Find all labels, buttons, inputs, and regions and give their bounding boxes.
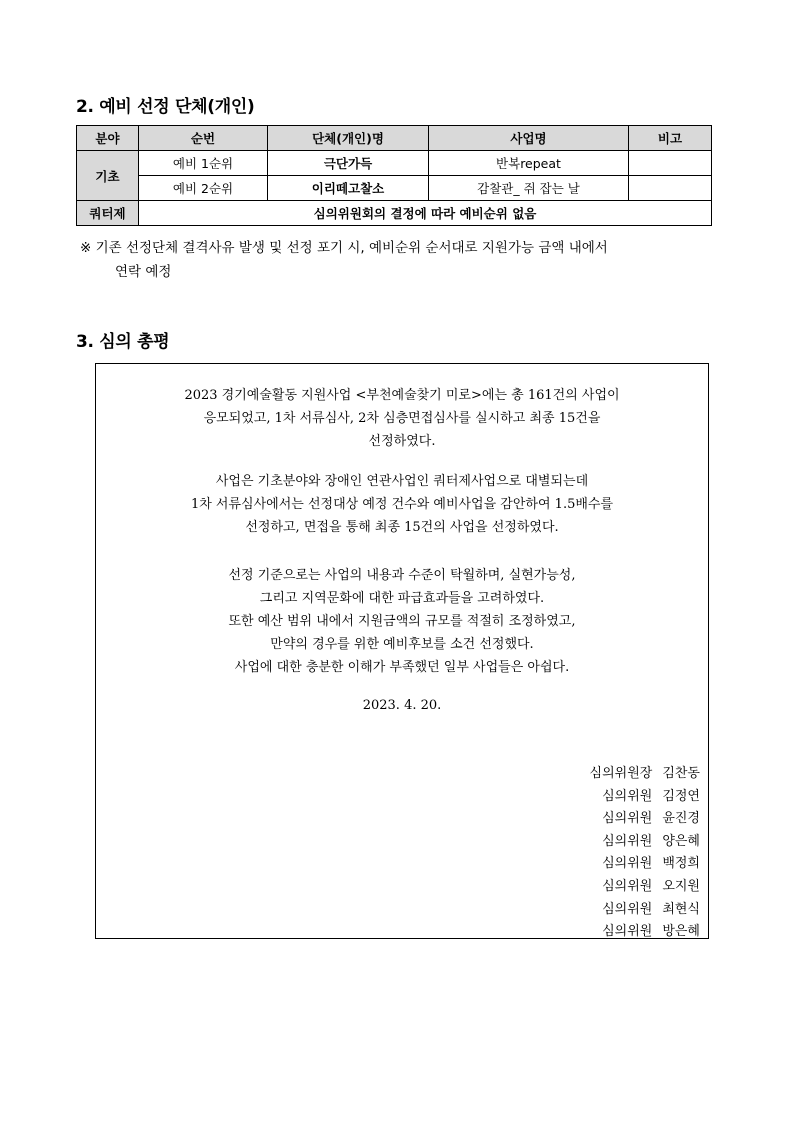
signer-line — [590, 831, 700, 854]
note-line: ※ 기존 선정단체 결격사유 발생 및 선정 포기 시, 예비순위 순서대로 지원가능 금액 내에서 — [80, 240, 608, 256]
signer-line — [590, 899, 700, 922]
section-2-heading: 2. 예비 선정 단체(개인) — [76, 97, 255, 117]
category-cell: 기초 — [77, 151, 139, 201]
rank-cell: 예비 2순위 — [139, 176, 268, 201]
signer-name: 최현식 — [662, 901, 700, 917]
quota-category-cell: 쿼터제 — [77, 201, 139, 226]
signer-role: 심의위원 — [602, 833, 653, 849]
note-line: 연락 예정 — [115, 264, 172, 280]
review-date: 2023. 4. 20. — [362, 698, 442, 713]
section-3-heading: 3. 심의 총평 — [76, 332, 170, 352]
signer-line — [590, 786, 700, 809]
signer-line — [590, 763, 700, 786]
signer-role: 심의위원 — [602, 924, 653, 940]
signer-role: 심의위원 — [602, 878, 653, 894]
paragraph-line: 1차 서류심사에서는 선정대상 예정 건수와 예비사업을 감안하여 1.5배수를 — [190, 497, 614, 512]
reserve-selection-table — [76, 125, 712, 226]
paragraph-line: 선정하였다. — [368, 434, 436, 449]
signer-name: 백정희 — [662, 856, 700, 872]
table-header-row — [77, 126, 712, 151]
quota-text-cell: 심의위원회의 결정에 따라 예비순위 없음 — [139, 201, 712, 226]
remarks-cell — [629, 176, 712, 201]
signer-name: 김찬동 — [662, 766, 700, 781]
header-project-name: 사업명 — [429, 126, 629, 151]
signer-line — [590, 876, 700, 899]
project-name-cell: 감찰관_ 쥐 잡는 날 — [429, 176, 629, 201]
signer-name: 윤진경 — [662, 811, 700, 827]
paragraph-line: 사업에 대한 충분한 이해가 부족했던 일부 사업들은 아쉽다. — [234, 660, 570, 675]
remarks-cell — [629, 151, 712, 176]
paragraph-line: 선정 기준으로는 사업의 내용과 수준이 탁월하며, 실현가능성, — [228, 568, 576, 583]
rank-cell: 예비 1순위 — [139, 151, 268, 176]
signer-role: 심의위원 — [602, 811, 653, 827]
signer-name: 오지원 — [662, 878, 700, 894]
group-name-cell: 극단가득 — [268, 151, 429, 176]
paragraph-line: 또한 예산 범위 내에서 지원금액의 규모를 적절히 조정하였고, — [228, 614, 576, 629]
signer-role: 심의위원 — [602, 788, 653, 804]
table-row — [77, 151, 712, 176]
group-name-cell: 이리떼고찰소 — [268, 176, 429, 201]
paragraph-line: 그리고 지역문화에 대한 파급효과들을 고려하였다. — [259, 591, 545, 606]
signer-line — [590, 853, 700, 876]
header-remarks: 비고 — [629, 126, 712, 151]
signer-role: 심의위원 — [602, 901, 653, 917]
reserve-note — [80, 236, 720, 284]
signer-name: 양은혜 — [662, 833, 700, 849]
paragraph-line: 2023 경기예술활동 지원사업 <부천예술찾기 미로>에는 총 161건의 사업이 — [184, 388, 620, 403]
review-summary-box — [95, 363, 709, 939]
paragraph-line: 응모되었고, 1차 서류심사, 2차 심층면접심사를 실시하고 최종 15건을 — [203, 411, 601, 426]
table-row — [77, 176, 712, 201]
header-group-name: 단체(개인)명 — [268, 126, 429, 151]
paragraph-line: 선정하고, 면접을 통해 최종 15건의 사업을 선정하였다. — [245, 520, 559, 535]
signer-role: 심의위원장 — [589, 766, 653, 781]
review-paragraph — [96, 470, 708, 539]
table-row — [77, 201, 712, 226]
paragraph-line: 만약의 경우를 위한 예비후보를 소건 선정했다. — [270, 637, 534, 652]
project-name-cell: 반복repeat — [429, 151, 629, 176]
review-paragraph — [96, 384, 708, 453]
header-field: 분야 — [77, 126, 139, 151]
paragraph-line: 사업은 기초분야와 장애인 연관사업인 쿼터제사업으로 대별되는데 — [215, 474, 589, 489]
signer-line — [590, 808, 700, 831]
signer-line — [590, 921, 700, 944]
header-rank: 순번 — [139, 126, 268, 151]
review-paragraph — [96, 564, 708, 679]
signers-list — [590, 763, 700, 944]
signer-role: 심의위원 — [602, 856, 653, 872]
signer-name: 김정연 — [662, 788, 700, 804]
signer-name: 방은혜 — [662, 924, 700, 940]
